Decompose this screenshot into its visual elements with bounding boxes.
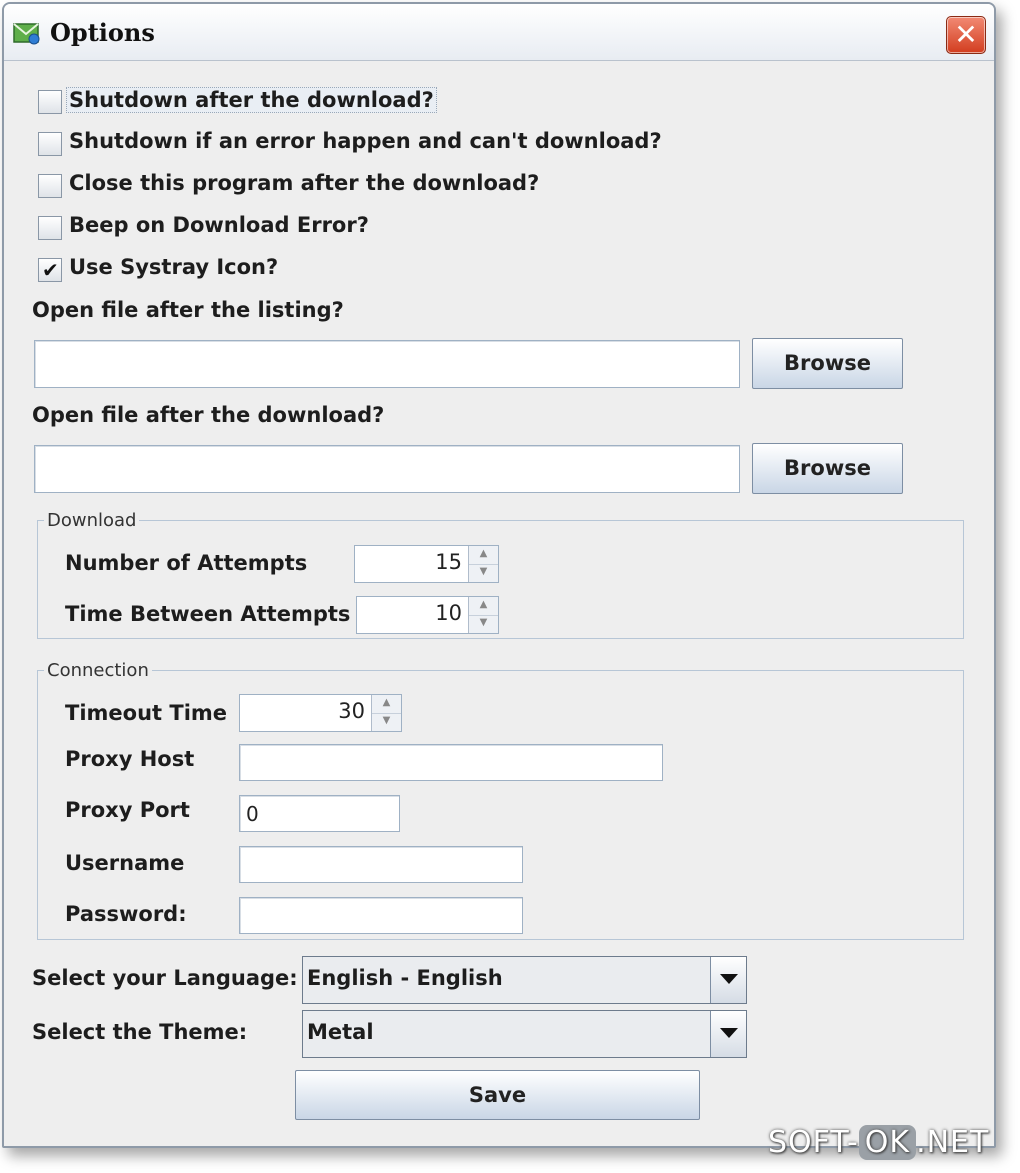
timeout-spinner-arrows[interactable] [371,695,401,731]
theme-dropdown-button[interactable] [710,1011,746,1057]
browse-download-button[interactable]: Browse [752,443,903,494]
download-group-legend: Download [44,510,139,531]
checkbox-shutdown-after-download[interactable] [38,90,62,114]
checkbox-close-after-download[interactable] [38,174,62,198]
proxy-port-label: Proxy Port [65,798,190,822]
open-after-download-label: Open file after the download? [32,403,385,427]
watermark-ok: OK [859,1125,916,1160]
spinner-up-icon[interactable]: ▲ [469,597,498,616]
password-label: Password: [65,902,187,926]
theme-select[interactable] [302,1010,747,1058]
checkbox-label-use-systray-icon[interactable]: Use Systray Icon? [69,255,279,279]
checkbox-beep-on-error[interactable] [38,216,62,240]
connection-group-legend: Connection [44,660,152,681]
time-between-label: Time Between Attempts [65,602,351,626]
chevron-down-icon [720,1028,738,1038]
spinner-down-icon[interactable]: ▼ [479,617,488,628]
proxy-host-label: Proxy Host [65,747,195,771]
attempts-spinner[interactable] [354,545,499,583]
language-value[interactable]: English - English [307,966,503,990]
time-between-spinner-arrows[interactable] [468,597,498,633]
open-after-listing-field[interactable] [34,340,740,388]
chevron-down-icon [720,974,738,984]
password-field[interactable] [239,897,523,934]
timeout-value[interactable]: 30 [338,699,365,723]
timeout-label: Timeout Time [65,701,228,725]
proxy-host-field[interactable] [239,744,663,781]
time-between-spinner[interactable] [356,596,499,634]
options-window [2,2,996,1148]
check-mark-icon: ✔ [42,258,59,282]
watermark-right: .NET [916,1125,990,1160]
browse-listing-button[interactable]: Browse [752,338,903,389]
watermark-left: SOFT- [768,1125,859,1160]
open-after-download-field[interactable] [34,445,740,493]
attempts-value[interactable]: 15 [435,550,462,574]
checkbox-label-shutdown-on-error[interactable]: Shutdown if an error happen and can't download? [69,129,662,153]
spinner-up-icon[interactable]: ▲ [372,695,401,714]
checkbox-label-beep-on-error[interactable]: Beep on Download Error? [69,213,369,237]
spinner-down-icon[interactable]: ▼ [382,715,391,726]
attempts-spinner-arrows[interactable] [468,546,498,582]
checkbox-label-close-after-download[interactable]: Close this program after the download? [69,171,540,195]
window-title: Options [50,18,155,47]
language-dropdown-button[interactable] [710,957,746,1003]
app-icon [12,20,42,46]
proxy-port-field[interactable]: 0 [239,795,400,832]
watermark [768,1125,989,1160]
theme-value[interactable]: Metal [307,1020,374,1044]
spinner-up-icon[interactable]: ▲ [469,546,498,565]
checkbox-shutdown-on-error[interactable] [38,132,62,156]
close-icon: ✕ [954,18,978,51]
timeout-spinner[interactable] [239,694,402,732]
checkbox-use-systray-icon[interactable] [38,258,62,282]
theme-label: Select the Theme: [32,1020,248,1044]
spinner-down-icon[interactable]: ▼ [479,566,488,577]
time-between-value[interactable]: 10 [435,601,462,625]
username-field[interactable] [239,846,523,883]
attempts-label: Number of Attempts [65,551,308,575]
language-label: Select your Language: [32,966,298,990]
close-button[interactable] [946,16,986,54]
username-label: Username [65,851,185,875]
title-bar[interactable] [4,4,994,61]
save-button[interactable]: Save [295,1070,700,1120]
open-after-listing-label: Open file after the listing? [32,298,344,322]
checkbox-label-shutdown-after-download[interactable]: Shutdown after the download? [66,87,437,113]
language-select[interactable] [302,956,747,1004]
